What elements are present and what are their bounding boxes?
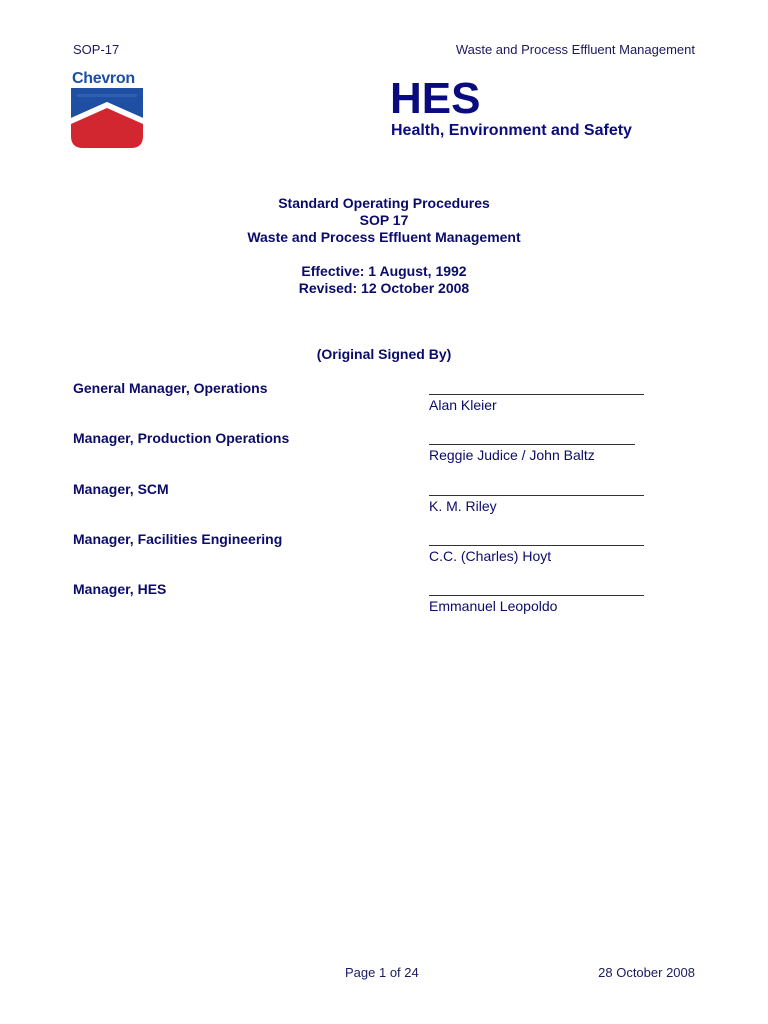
hes-title: HES (390, 74, 481, 123)
signatory-name: K. M. Riley (429, 498, 497, 514)
effective-date: Effective: 1 August, 1992 (301, 263, 467, 279)
signatory-name: C.C. (Charles) Hoyt (429, 548, 552, 564)
hes-subtitle: Health, Environment and Safety (391, 122, 632, 139)
signature-line (429, 482, 644, 496)
signatory-role: Manager, Facilities Engineering (73, 531, 283, 547)
signatory-name: Emmanuel Leopoldo (429, 598, 558, 614)
signatory-role: General Manager, Operations (73, 380, 268, 396)
signatory-name: Alan Kleier (429, 397, 497, 413)
chevron-logo (71, 70, 145, 148)
procedure-line-2: SOP 17 (359, 212, 409, 228)
signed-by-label: (Original Signed By) (316, 346, 452, 362)
signatory-name: Reggie Judice / John Baltz (429, 447, 595, 463)
signatory-role: Manager, Production Operations (73, 430, 290, 446)
procedure-line-3: Waste and Process Effluent Management (247, 229, 521, 245)
chevron-emblem-icon (71, 88, 143, 148)
procedure-line-1: Standard Operating Procedures (278, 195, 490, 211)
procedure-block (0, 195, 768, 297)
signature-line (429, 431, 635, 445)
footer-page-number: Page 1 of 24 (345, 965, 419, 980)
revised-date: Revised: 12 October 2008 (298, 280, 470, 296)
signatory-role: Manager, HES (73, 581, 167, 597)
signature-line (429, 532, 644, 546)
footer-date: 28 October 2008 (598, 965, 695, 980)
header-doc-code: SOP-17 (73, 42, 120, 57)
signature-line (429, 582, 644, 596)
header-doc-title: Waste and Process Effluent Management (455, 42, 695, 57)
signatory-role: Manager, SCM (73, 481, 169, 497)
logo-wordmark: Chevron (72, 70, 135, 87)
signature-line (429, 381, 644, 395)
